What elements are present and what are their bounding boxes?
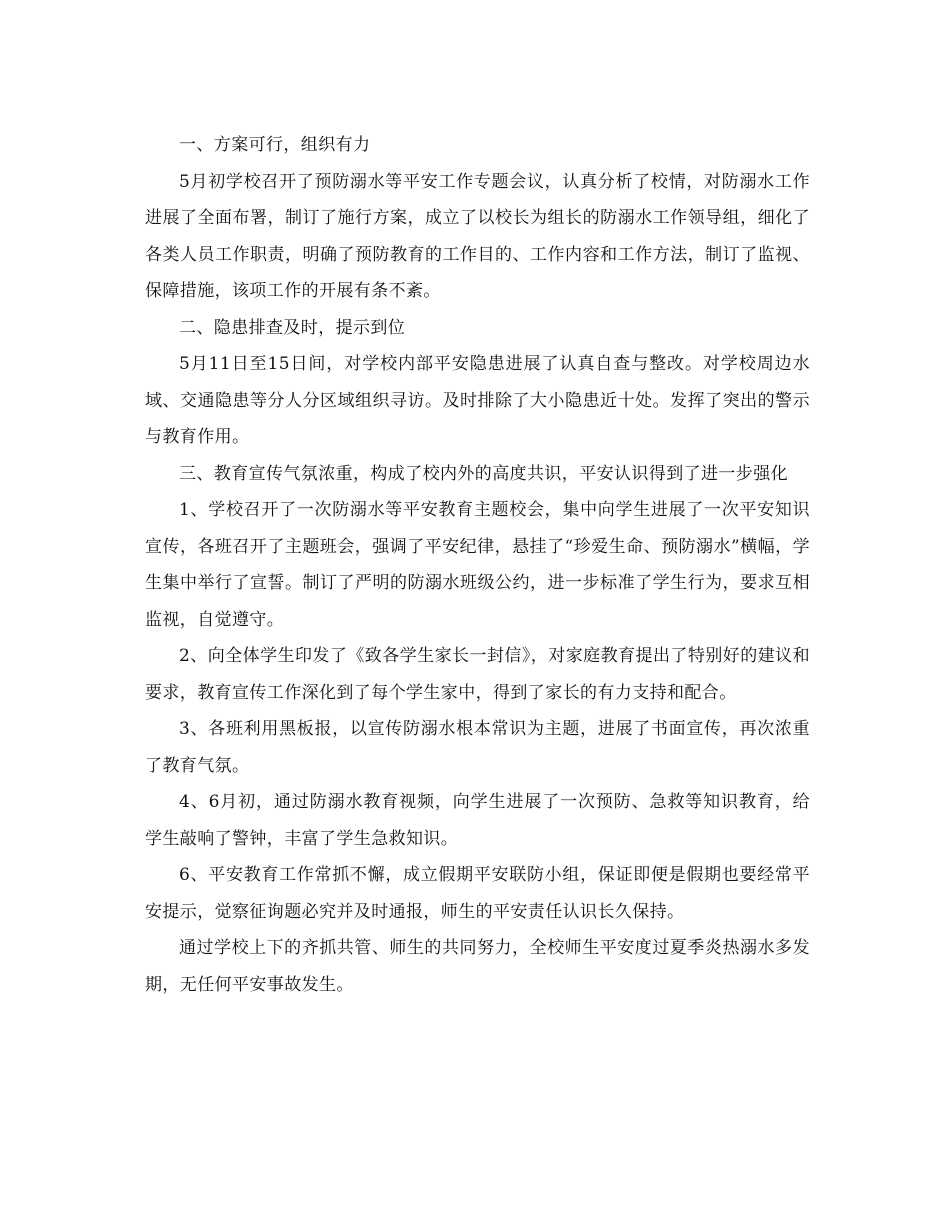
list-item: 2、向全体学生印发了《致各学生家长一封信》，对家庭教育提出了特别好的建议和要求，教育宣传工作深化到了每个学生家中，得到了家长的有力支持和配合。 bbox=[145, 646, 810, 703]
list-item: 6、平安教育工作常抓不懈，成立假期平安联防小组，保证即便是假期也要经常平安提示，觉察征询题必究并及时通报，师生的平安责任认识长久保持。 bbox=[145, 865, 810, 922]
body-paragraph: 5月11日至15日间，对学校内部平安隐患进展了认真自查与整改。对学校周边水域、交通隐患等分人分区域组织寻访。及时排除了大小隐患近十处。发挥了突出的警示与教育作用。 bbox=[145, 354, 810, 447]
document-body bbox=[145, 127, 810, 1003]
list-item: 1、学校召开了一次防溺水等平安教育主题校会，集中向学生进展了一次平安知识宣传，各班召开了主题班会，强调了平安纪律，悬挂了“珍爱生命、预防溺水”横幅，学生集中举行了宣誓。制订了严明的防溺水班级公约，进一步标准了学生行为，要求互相监视，自觉遵守。 bbox=[145, 500, 810, 630]
body-paragraph: 5月初学校召开了预防溺水等平安工作专题会议，认真分析了校情，对防溺水工作进展了全面布署，制订了施行方案，成立了以校长为组长的防溺水工作领导组，细化了各类人员工作职责，明确了预防教育的工作目的、工作内容和工作方法，制订了监视、保障措施，该项工作的开展有条不紊。 bbox=[145, 171, 810, 301]
list-item: 3、各班利用黑板报，以宣传防溺水根本常识为主题，进展了书面宣传，再次浓重了教育气氛。 bbox=[145, 719, 810, 776]
section-heading-3: 三、教育宣传气氛浓重，构成了校内外的高度共识，平安认识得到了进一步强化 bbox=[179, 463, 788, 484]
section-heading-2: 二、隐患排查及时，提示到位 bbox=[179, 317, 406, 338]
list-item: 4、6月初，通过防溺水教育视频，向学生进展了一次预防、急救等知识教育，给学生敲响了警钟，丰富了学生急救知识。 bbox=[145, 792, 810, 849]
closing-paragraph: 通过学校上下的齐抓共管、师生的共同努力，全校师生平安度过夏季炎热溺水多发期，无任何平安事故发生。 bbox=[145, 938, 810, 995]
section-heading-1: 一、方案可行，组织有力 bbox=[179, 135, 371, 155]
